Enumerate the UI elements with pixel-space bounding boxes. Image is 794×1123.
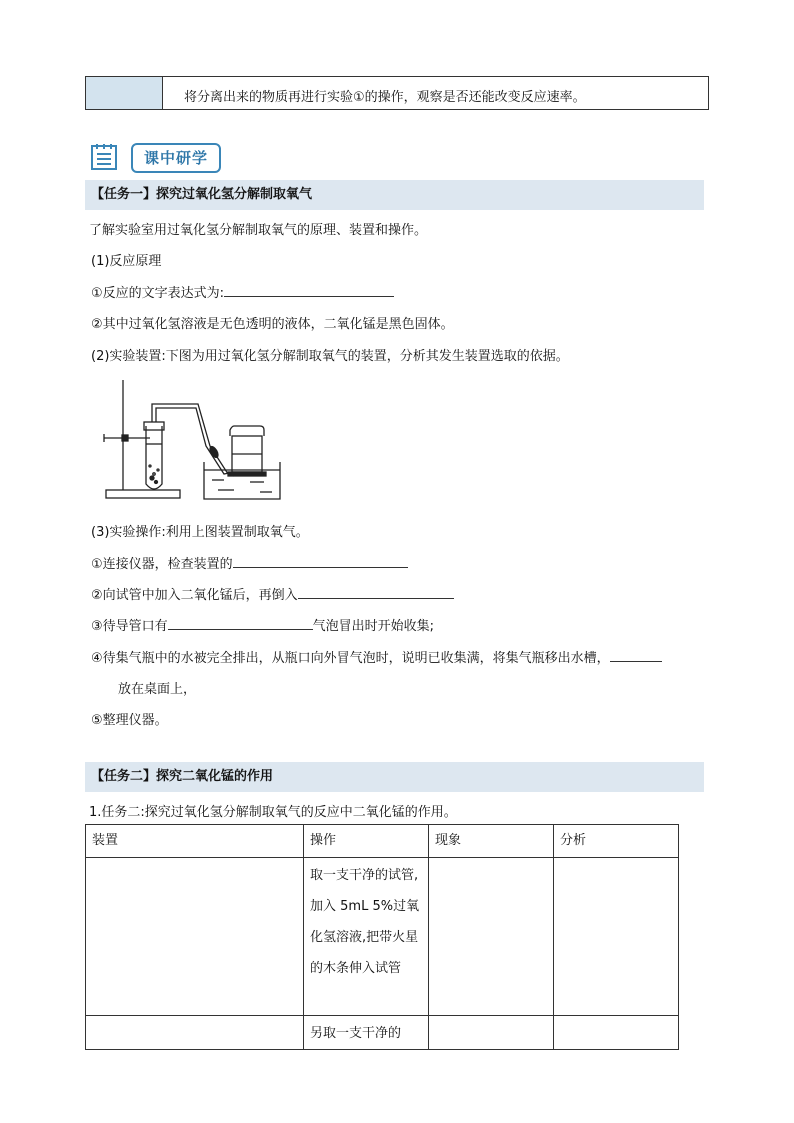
principle-heading: (1)反应原理 xyxy=(91,254,162,269)
device-cell[interactable] xyxy=(86,858,304,1016)
substance-note: ②其中过氧化氢溶液是无色透明的液体，二氧化锰是黑色固体。 xyxy=(91,317,454,332)
equation-label: ①反应的文字表达式为: xyxy=(91,286,225,301)
step-1 xyxy=(91,553,408,572)
operation-cell: 取一支干净的试管,加入 5mL 5%过氧化氢溶液,把带火星的木条伸入试管 xyxy=(304,858,429,1016)
operation-cell: 另取一支干净的 xyxy=(304,1016,429,1050)
table-label-cell xyxy=(86,77,163,109)
table-row xyxy=(86,858,679,1016)
header-cell: 装置 xyxy=(86,825,304,858)
task1-intro: 了解实验室用过氧化氢分解制取氧气的原理、装置和操作。 xyxy=(89,223,428,238)
step-1-blank[interactable] xyxy=(233,554,408,568)
step-2-blank[interactable] xyxy=(298,585,454,599)
task2-title: 【任务二】探究二氧化锰的作用 xyxy=(85,762,704,792)
step-1-text: ①连接仪器，检查装置的 xyxy=(91,557,233,572)
step-4-cont: 放在桌面上， xyxy=(118,682,197,697)
list-icon xyxy=(90,143,118,171)
phenomenon-cell[interactable] xyxy=(429,858,554,1016)
step-2 xyxy=(91,584,454,603)
top-table xyxy=(85,76,709,110)
step-3 xyxy=(91,615,434,634)
step-4-text-a: ④待集气瓶中的水被完全排出，从瓶口向外冒气泡时，说明已收集满，将集气瓶移出水槽， xyxy=(91,651,610,666)
table-row xyxy=(86,1016,679,1050)
task1-title: 【任务一】探究过氧化氢分解制取氧气 xyxy=(85,180,704,210)
analysis-cell[interactable] xyxy=(554,858,679,1016)
task2-intro: 1.任务二:探究过氧化氢分解制取氧气的反应中二氧化锰的作用。 xyxy=(89,805,457,820)
device-cell[interactable] xyxy=(86,1016,304,1050)
top-table-text: 将分离出来的物质再进行实验①的操作，观察是否还能改变反应速率。 xyxy=(184,90,586,105)
step-4 xyxy=(91,647,662,666)
header-cell: 分析 xyxy=(554,825,679,858)
apparatus-heading: (2)实验装置:下图为用过氧化氢分解制取氧气的装置，分析其发生装置选取的依据。 xyxy=(91,349,569,364)
step-4-blank[interactable] xyxy=(610,648,662,662)
section-title: 课中研学 xyxy=(131,143,221,173)
table-header-row xyxy=(86,825,679,858)
step-3-blank[interactable] xyxy=(168,616,313,630)
apparatus-diagram xyxy=(100,378,282,502)
phenomenon-cell[interactable] xyxy=(429,1016,554,1050)
step-5: ⑤整理仪器。 xyxy=(91,713,168,728)
header-cell: 操作 xyxy=(304,825,429,858)
step-3-text-a: ③待导管口有 xyxy=(91,619,168,634)
step-3-text-b: 气泡冒出时开始收集; xyxy=(312,619,435,634)
operation-heading: (3)实验操作:利用上图装置制取氧气。 xyxy=(91,525,309,540)
analysis-cell[interactable] xyxy=(554,1016,679,1050)
equation-blank[interactable] xyxy=(224,283,394,297)
experiment-table xyxy=(85,824,679,1050)
equation-line xyxy=(91,282,394,301)
step-2-text: ②向试管中加入二氧化锰后，再倒入 xyxy=(91,588,298,603)
header-cell: 现象 xyxy=(429,825,554,858)
